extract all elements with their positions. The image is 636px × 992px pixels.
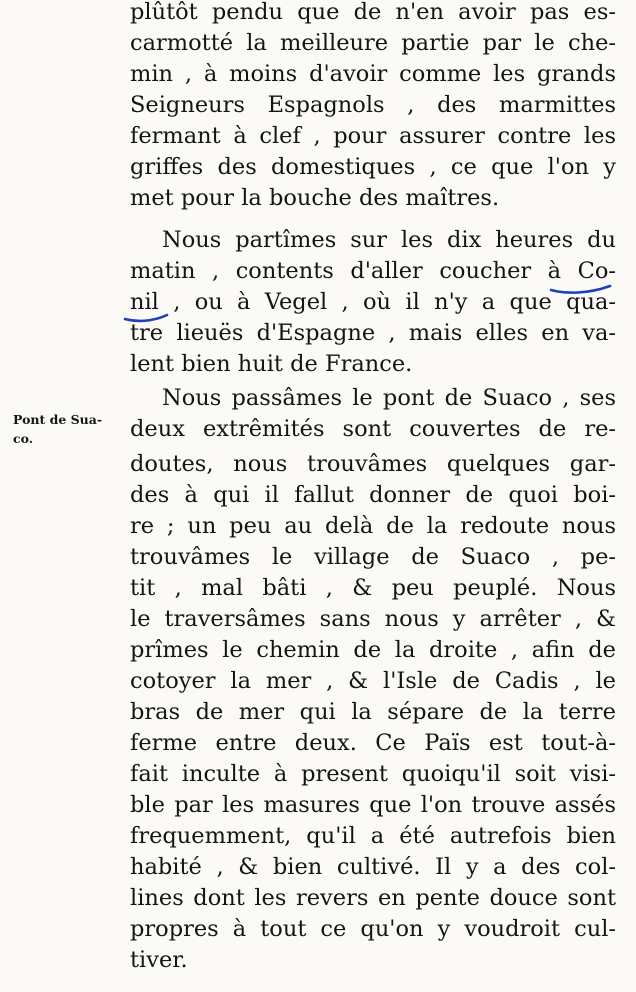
- margin-note: [13, 410, 131, 448]
- text-line: cotoyer la mer , & l'Isle de Cadis , le: [130, 668, 616, 694]
- text-line: trouvâmes le village de Suaco , pe-: [130, 544, 616, 570]
- text-line: griffes des domestiques , ce que l'on y: [130, 154, 616, 180]
- text-line: Nous passâmes le pont de Suaco , ses: [162, 385, 616, 411]
- text-line: Nous partîmes sur les dix heures du: [162, 227, 616, 253]
- text-line: prîmes le chemin de la droite , afin de: [130, 637, 616, 663]
- text-line: matin , contents d'aller coucher à Co-: [130, 258, 616, 284]
- text-line: ferme entre deux. Ce Païs est tout-à-: [130, 730, 616, 756]
- text-line: plûtôt pendu que de n'en avoir pas es-: [130, 0, 616, 25]
- text-line: bras de mer qui la sépare de la terre: [130, 699, 616, 725]
- text-line: doutes, nous trouvâmes quelques gar-: [130, 451, 616, 477]
- text-line: ble par les masures que l'on trouve assés: [130, 792, 616, 818]
- text-line: lent bien huit de France.: [130, 351, 413, 377]
- text-line: lines dont les revers en pente douce sont: [130, 885, 616, 911]
- text-line: frequemment, qu'il a été autrefois bien: [130, 823, 616, 849]
- margin-note-line: Pont de Sua-: [13, 412, 103, 427]
- text-line: fait inculte à present quoiqu'il soit visi-: [130, 761, 616, 787]
- text-line: habité , & bien cultivé. Il y a des col-: [130, 854, 616, 880]
- text-line: met pour la bouche des maîtres.: [130, 185, 500, 211]
- pen-underline-mark: [122, 310, 170, 324]
- text-line: Seigneurs Espagnols , des marmittes: [130, 92, 616, 118]
- text-line: fermant à clef , pour assurer contre les: [130, 123, 616, 149]
- text-line: le traversâmes sans nous y arrêter , &: [130, 606, 616, 632]
- pen-underline-mark: [548, 282, 614, 296]
- text-line: deux extrêmités sont couvertes de re-: [130, 416, 616, 442]
- margin-note-line: co.: [13, 431, 34, 446]
- text-line: min , à moins d'avoir comme les grands: [130, 61, 616, 87]
- text-line: nil , ou à Vegel , où il n'y a que qua-: [130, 289, 616, 315]
- text-line: re ; un peu au delà de la redoute nous: [130, 513, 616, 539]
- text-line: tit , mal bâti , & peu peuplé. Nous: [130, 575, 616, 601]
- text-line: des à qui il fallut donner de quoi boi-: [130, 482, 616, 508]
- text-line: carmotté la meilleure partie par le che-: [130, 30, 616, 56]
- text-line: tiver.: [130, 947, 188, 973]
- text-line: propres à tout ce qu'on y voudroit cul-: [130, 916, 616, 942]
- text-line: tre lieuës d'Espagne , mais elles en va-: [130, 320, 616, 346]
